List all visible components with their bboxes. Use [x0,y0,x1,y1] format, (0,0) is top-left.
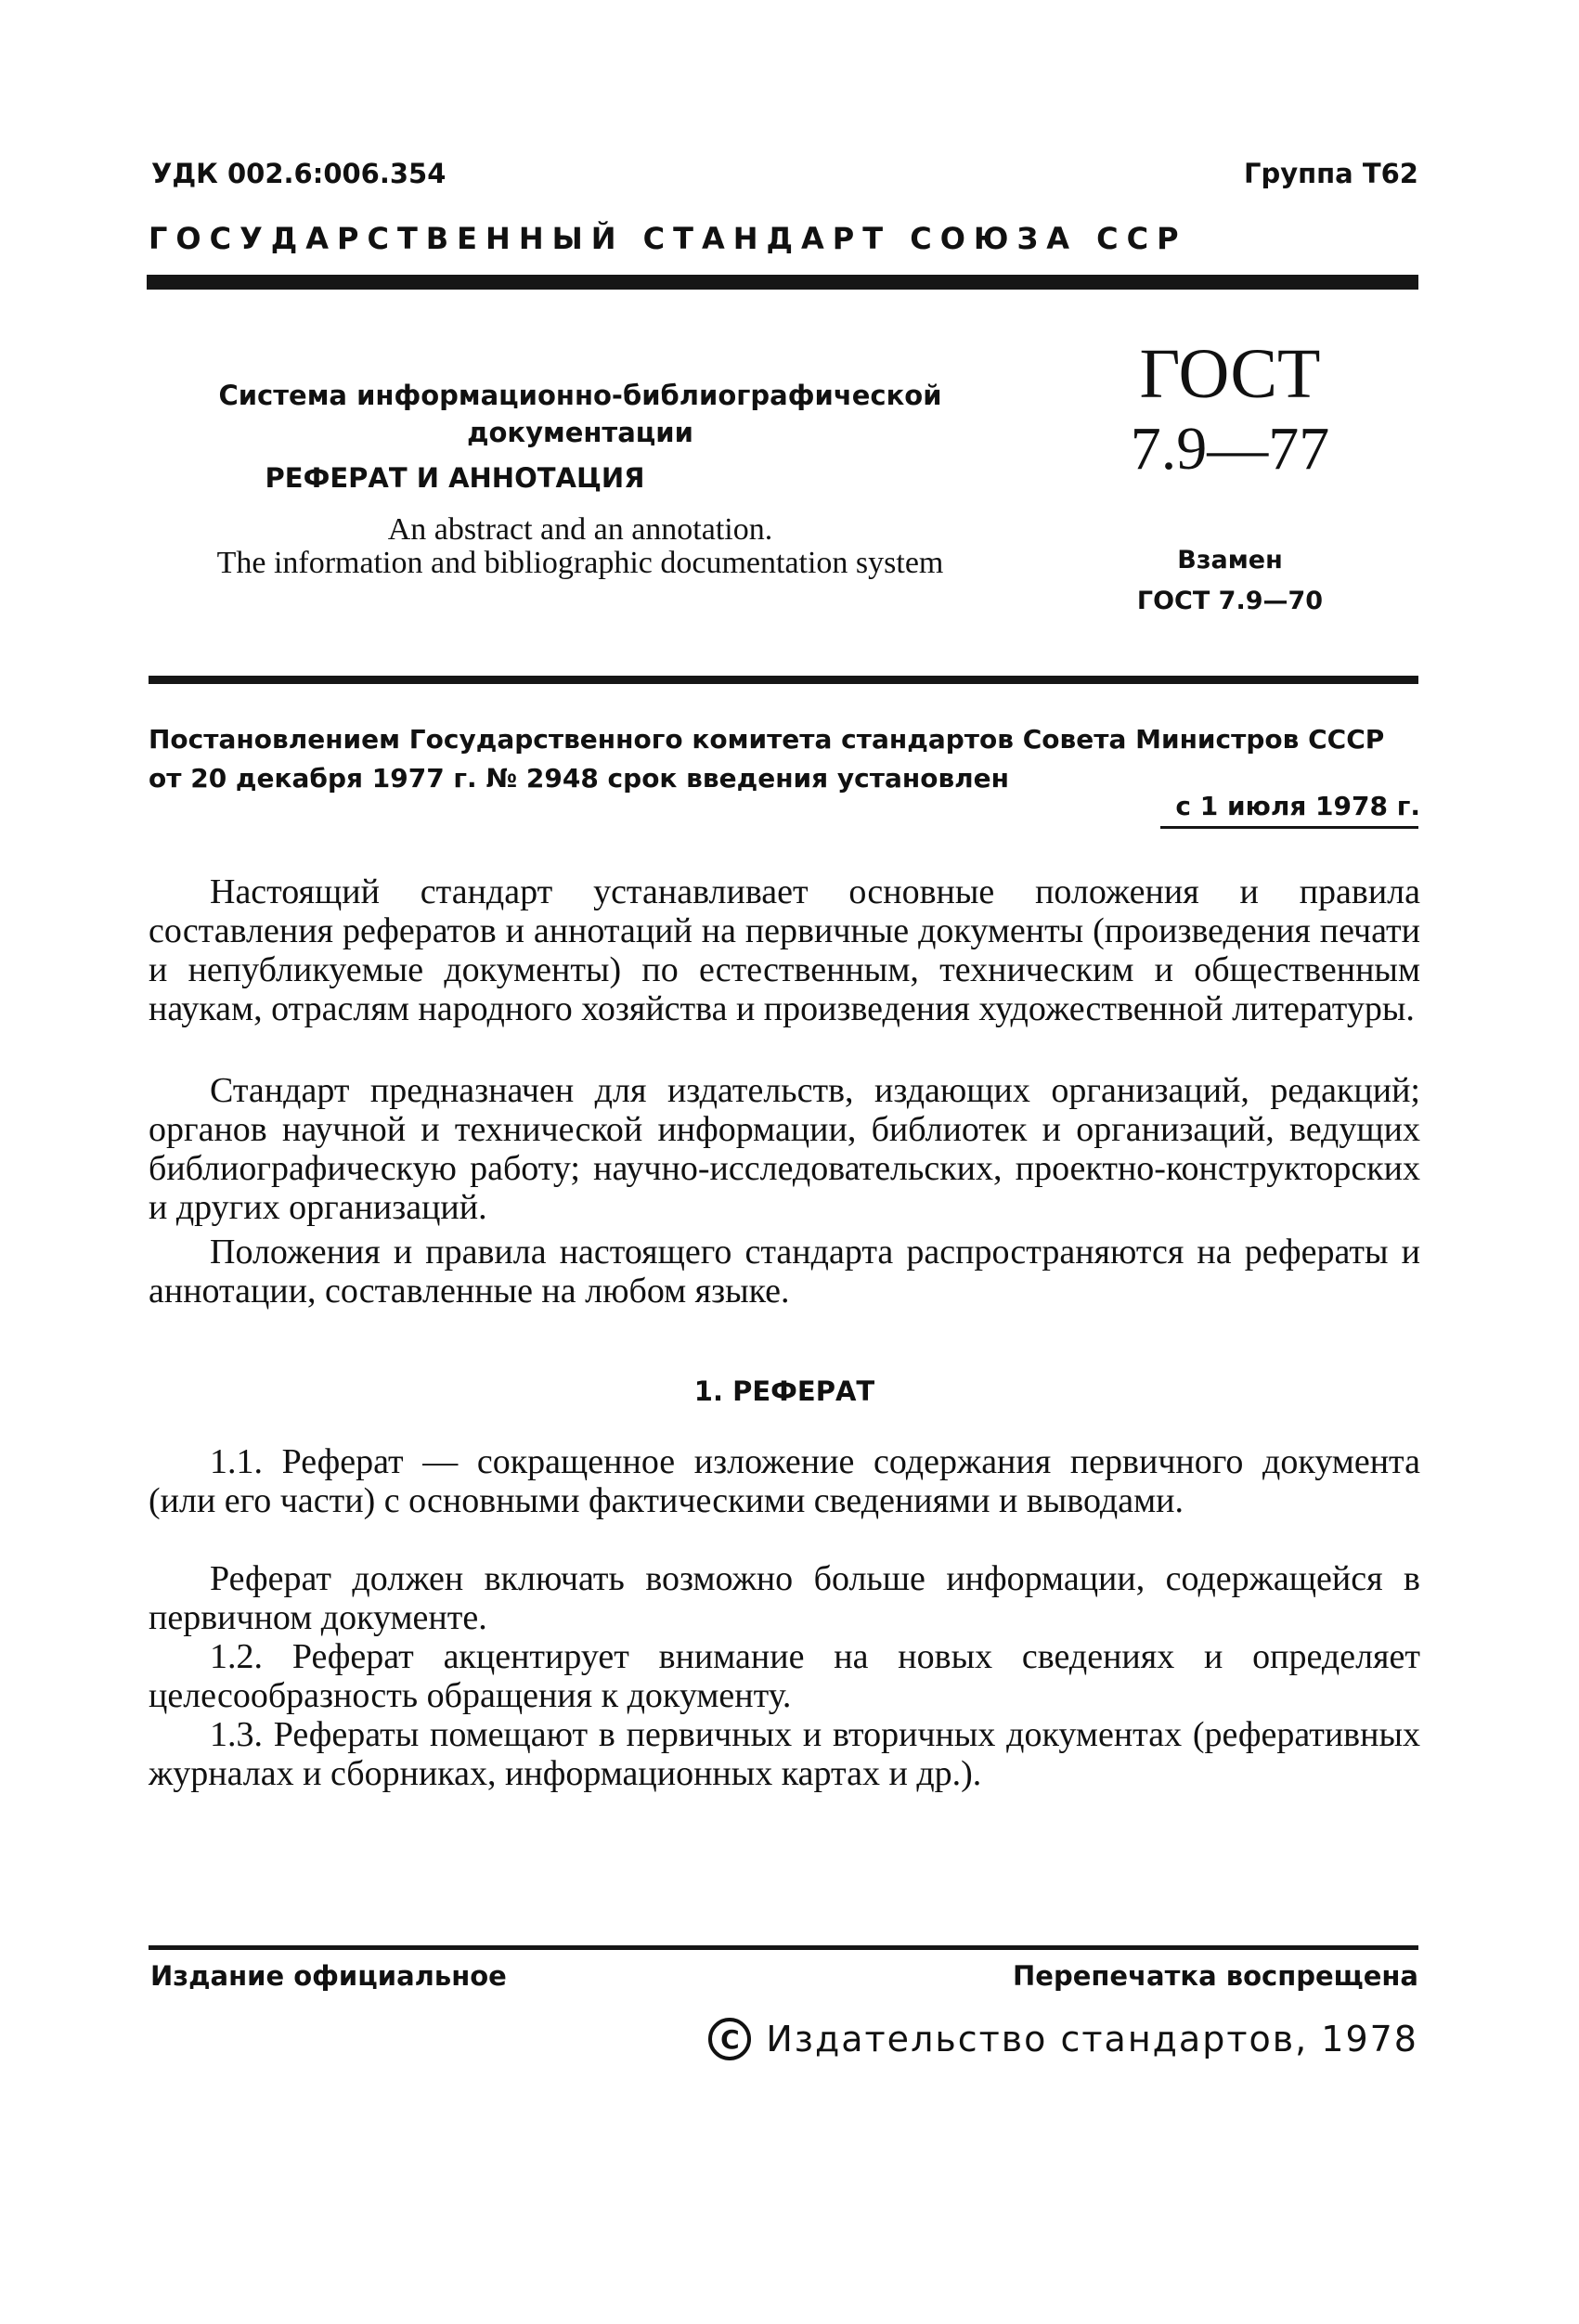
state-standard-title: ГОСУДАРСТВЕННЫЙ СТАНДАРТ СОЮЗА ССР [149,221,1187,256]
system-name [139,377,1021,451]
system-name-line2: документации [467,417,693,448]
official-edition-label: Издание официальное [150,1960,507,1992]
intro-paragraph-scope: Настоящий стандарт устанавливает основные положения и правила составления рефератов и аннотаций на первичные документы (произведения печати и непубликуемые документы) по естественным, техническим и общественным наукам, отраслям народного хозяйства и произведения художественной литературы. [149,872,1420,1028]
copyright-line [708,2018,1418,2060]
clause-1-1: 1.1. Реферат — сокращенное изложение содержания первичного документа (или его части) с основными фактическими сведениями и выводами. [149,1442,1420,1520]
clause-1-3: 1.3. Рефераты помещают в первичных и вторичных документах (реферативных журналах и сборниках, информационных картах и др.). [149,1715,1420,1793]
clause-1-1-continued: Реферат должен включать возможно больше информации, содержащейся в первичном документе. [149,1559,1420,1637]
section-heading: 1. РЕФЕРАТ [693,1375,875,1407]
replaces-number: ГОСТ 7.9—70 [1136,587,1324,615]
english-title-line2: The information and bibliographic documentation system [216,546,944,580]
group-code: Группа Т62 [1243,158,1418,189]
clause-1-2: 1.2. Реферат акцентирует внимание на новых сведениях и определяет целесообразность обращения к документу. [149,1637,1420,1715]
standard-subject: РЕФЕРАТ И АННОТАЦИЯ [265,462,645,494]
footer-rule [149,1945,1418,1950]
reprint-forbidden-label: Перепечатка воспрещена [1013,1960,1418,1992]
gost-label: ГОСТ [1139,335,1321,413]
header-rule [147,275,1418,290]
decree-line2: от 20 декабря 1977 г. № 2948 срок введения установлен [149,763,1010,794]
replaces-label: Взамен [1177,546,1283,575]
copyright-icon: C [708,2018,751,2060]
intro-paragraph-audience: Стандарт предназначен для издательств, издающих организаций, редакций; органов научной и технической информации, библиотек и организаций, ведущих библиографическую работу; научно-исследовательских, проектно-конструкторских и других организаций. [149,1071,1420,1227]
english-title-line1: An abstract and an annotation. [387,512,773,547]
publisher-copyright: Издательство стандартов, 1978 [766,2019,1418,2059]
intro-paragraph-languages: Положения и правила настоящего стандарта распространяются на рефераты и аннотации, составленные на любом языке. [149,1233,1420,1310]
system-name-line1: Система информационно-библиографической [218,380,942,411]
udk-code: УДК 002.6:006.354 [151,158,447,189]
gost-number: 7.9—77 [1130,415,1330,483]
decree-line1: Постановлением Государственного комитета стандартов Совета Министров СССР [149,724,1385,755]
title-rule [149,676,1418,684]
effective-date: с 1 июля 1978 г. [1175,791,1420,821]
effective-date-underline [1160,826,1418,829]
